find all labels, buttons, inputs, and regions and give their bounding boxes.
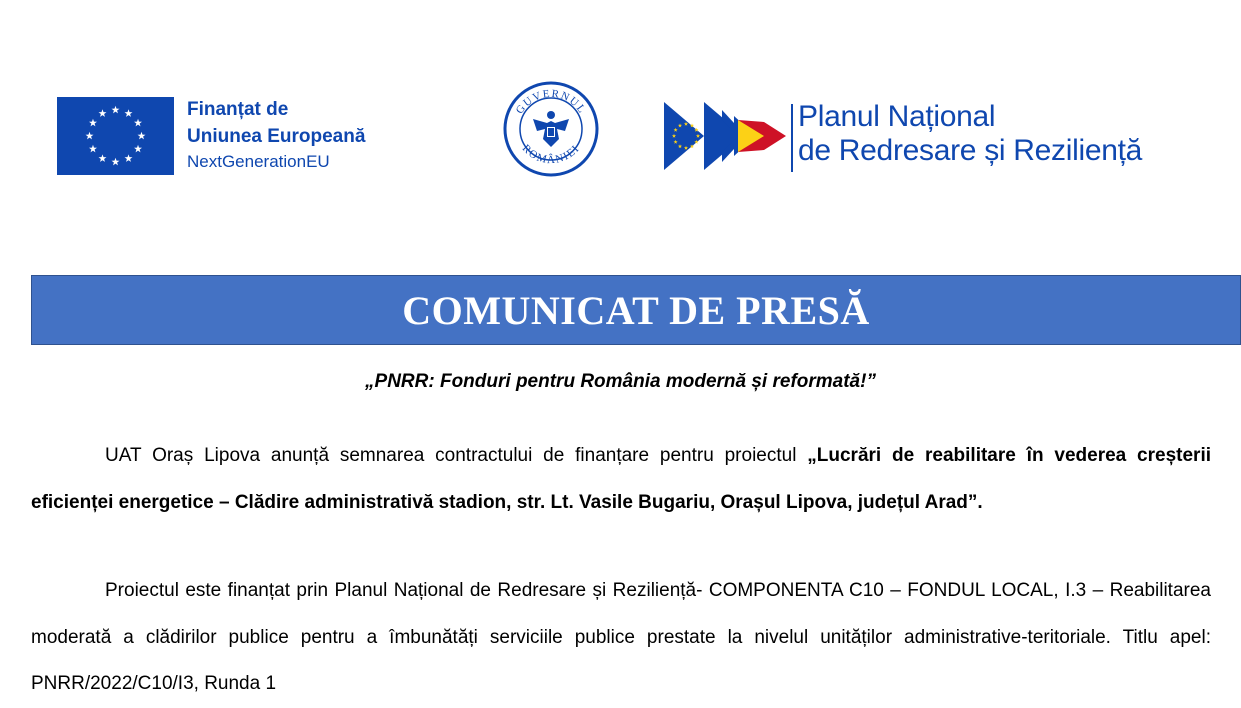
- paragraph-1-intro: UAT Oraș Lipova anunță semnarea contractului de finanțare pentru proiectul: [105, 445, 808, 466]
- star-icon: [112, 106, 120, 114]
- star-icon: [86, 132, 94, 140]
- eu-line-3: NextGenerationEU: [187, 152, 330, 171]
- svg-text:GUVERNUL: GUVERNUL: [513, 87, 589, 117]
- pnrr-line-2: de Redresare și Reziliență: [798, 134, 1143, 167]
- svg-text:ROMÂNIEI: ROMÂNIEI: [519, 142, 583, 167]
- paragraph-2: Proiectul este finanțat prin Planul Național de Redresare și Reziliență- COMPONENTA C10 – FONDUL LOCAL, I.3 – Reabilitarea moderată a clădirilor publice pentru a îmbunătăți serviciile publice prestate la nivelul unităților administrative-teritoriale. Titlu apel: PNRR/2022/C10/I3, Runda 1: [31, 580, 1211, 694]
- star-icon: [134, 119, 142, 127]
- paragraph-1: [31, 433, 1211, 526]
- banner-title: COMUNICAT DE PRESĂ: [402, 287, 870, 333]
- pnrr-divider: [791, 104, 793, 172]
- star-icon: [125, 109, 133, 117]
- eu-funding-text: [187, 96, 365, 174]
- pnrr-logo-icon: [664, 102, 786, 170]
- star-icon: [99, 109, 107, 117]
- eu-stars: [57, 97, 174, 175]
- project-title: „Lucrări de reabilitare în vederea creșterii eficienței energetice – Clădire administrativă stadion, str. Lt. Vasile Bugariu, Orașul Lipova, județul Arad”.: [31, 445, 1211, 513]
- header-logos: [0, 0, 1241, 230]
- star-icon: [89, 145, 97, 153]
- star-icon: [89, 119, 97, 127]
- star-icon: [99, 154, 107, 162]
- pnrr-text: [798, 100, 1142, 168]
- star-icon: [125, 154, 133, 162]
- pnrr-line-1: Planul Național: [798, 100, 996, 133]
- press-release-banner: [31, 275, 1241, 345]
- eu-flag-icon: [57, 97, 174, 175]
- eu-line-1: Finanțat de: [187, 99, 289, 120]
- star-icon: [138, 132, 146, 140]
- star-icon: [112, 158, 120, 166]
- subtitle: „PNRR: Fonduri pentru România modernă și reformată!”: [365, 371, 876, 392]
- government-seal-icon: [503, 81, 599, 177]
- star-icon: [134, 145, 142, 153]
- eu-line-2: Uniunea Europeană: [187, 126, 366, 147]
